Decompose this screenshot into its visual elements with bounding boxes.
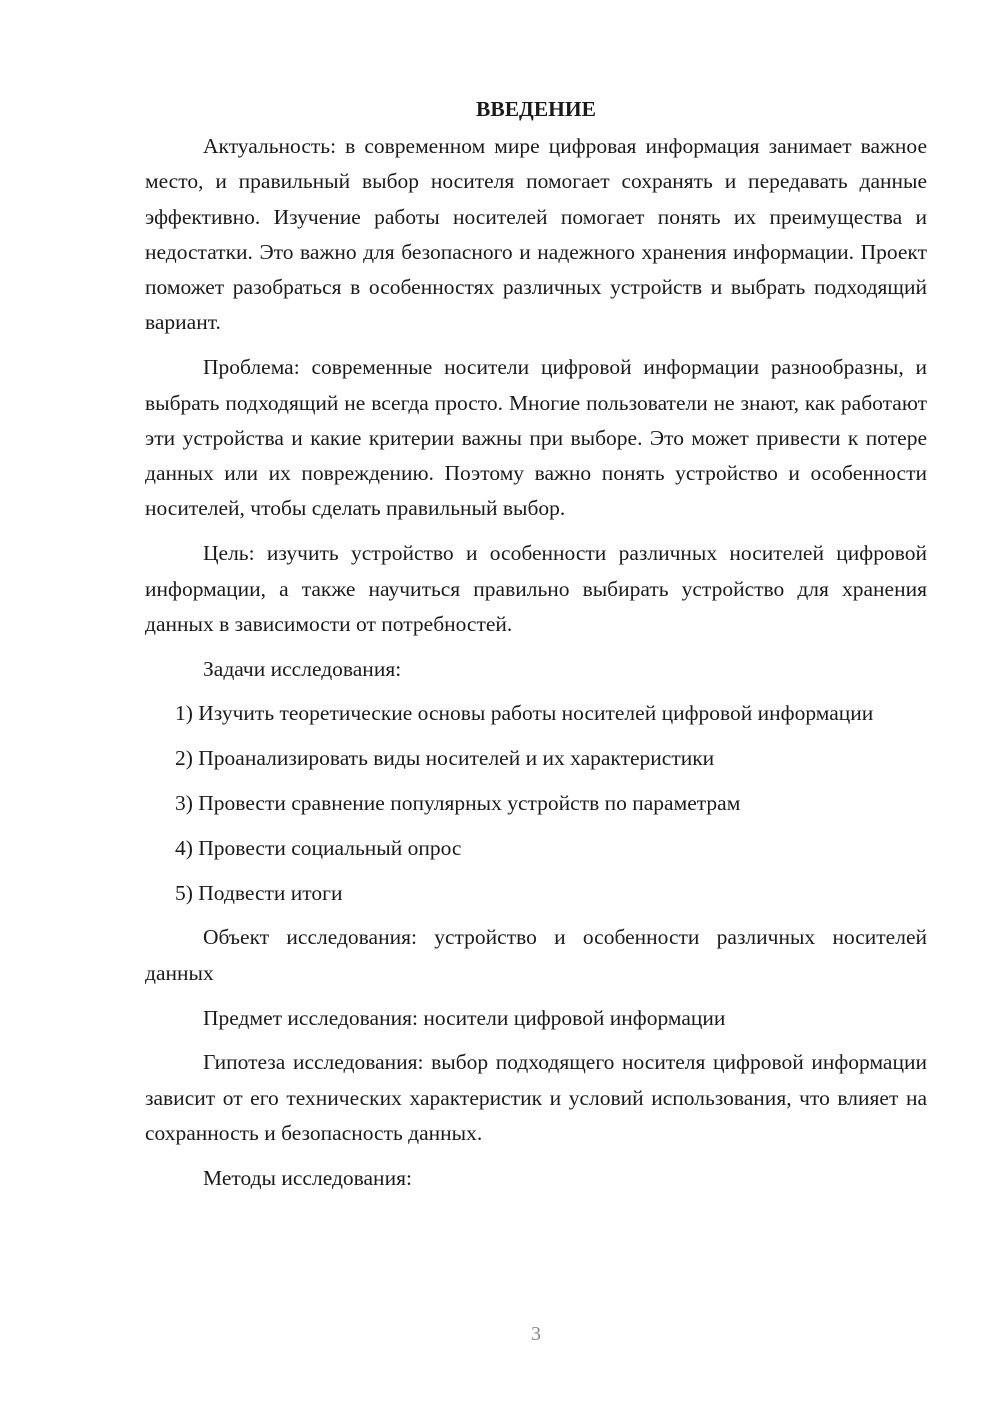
list-item: 2) Проанализировать виды носителей и их характеристики xyxy=(175,746,715,771)
document-page xyxy=(145,92,927,1206)
paragraph-subject: Предмет исследования: носители цифровой информации xyxy=(203,1005,726,1030)
paragraph-object: Объект исследования: устройство и особенности различных носителей данных xyxy=(145,925,927,985)
paragraph-goal: Цель: изучить устройство и особенности различных носителей цифровой информации, а также научиться правильно выбирать устройство для хранения данных в зависимости от потребностей. xyxy=(145,541,927,636)
tasks-list xyxy=(145,696,927,910)
paragraph-methods-title: Методы исследования: xyxy=(203,1165,412,1190)
page-number: 3 xyxy=(531,1323,541,1345)
paragraph-tasks-title: Задачи исследования: xyxy=(203,656,402,681)
paragraph-relevance: Актуальность: в современном мире цифровая информация занимает важное место, и правильный выбор носителя помогает сохранять и передавать данные эффективно. Изучение работы носителей помогает понять их преимущества и недостатки. Это важно для безопасного и надежного хранения информации. Проект поможет разобраться в особенностях различных устройств и выбрать подходящий вариант. xyxy=(145,134,927,335)
paragraph-hypothesis: Гипотеза исследования: выбор подходящего носителя цифровой информации зависит от его технических характеристик и условий использования, что влияет на сохранность и безопасность данных. xyxy=(145,1050,927,1145)
list-item: 3) Провести сравнение популярных устройств по параметрам xyxy=(175,791,741,816)
list-item: 5) Подвести итоги xyxy=(175,880,343,905)
list-item: 4) Провести социальный опрос xyxy=(175,835,462,860)
section-heading: ВВЕДЕНИЕ xyxy=(476,97,596,121)
paragraph-problem: Проблема: современные носители цифровой информации разнообразны, и выбрать подходящий не всегда просто. Многие пользователи не знают, как работают эти устройства и какие критерии важны при выборе. Это может привести к потере данных или их повреждению. Поэтому важно понять устройство и особенности носителей, чтобы сделать правильный выбор. xyxy=(145,355,927,521)
list-item: 1) Изучить теоретические основы работы носителей цифровой информации xyxy=(175,701,874,726)
